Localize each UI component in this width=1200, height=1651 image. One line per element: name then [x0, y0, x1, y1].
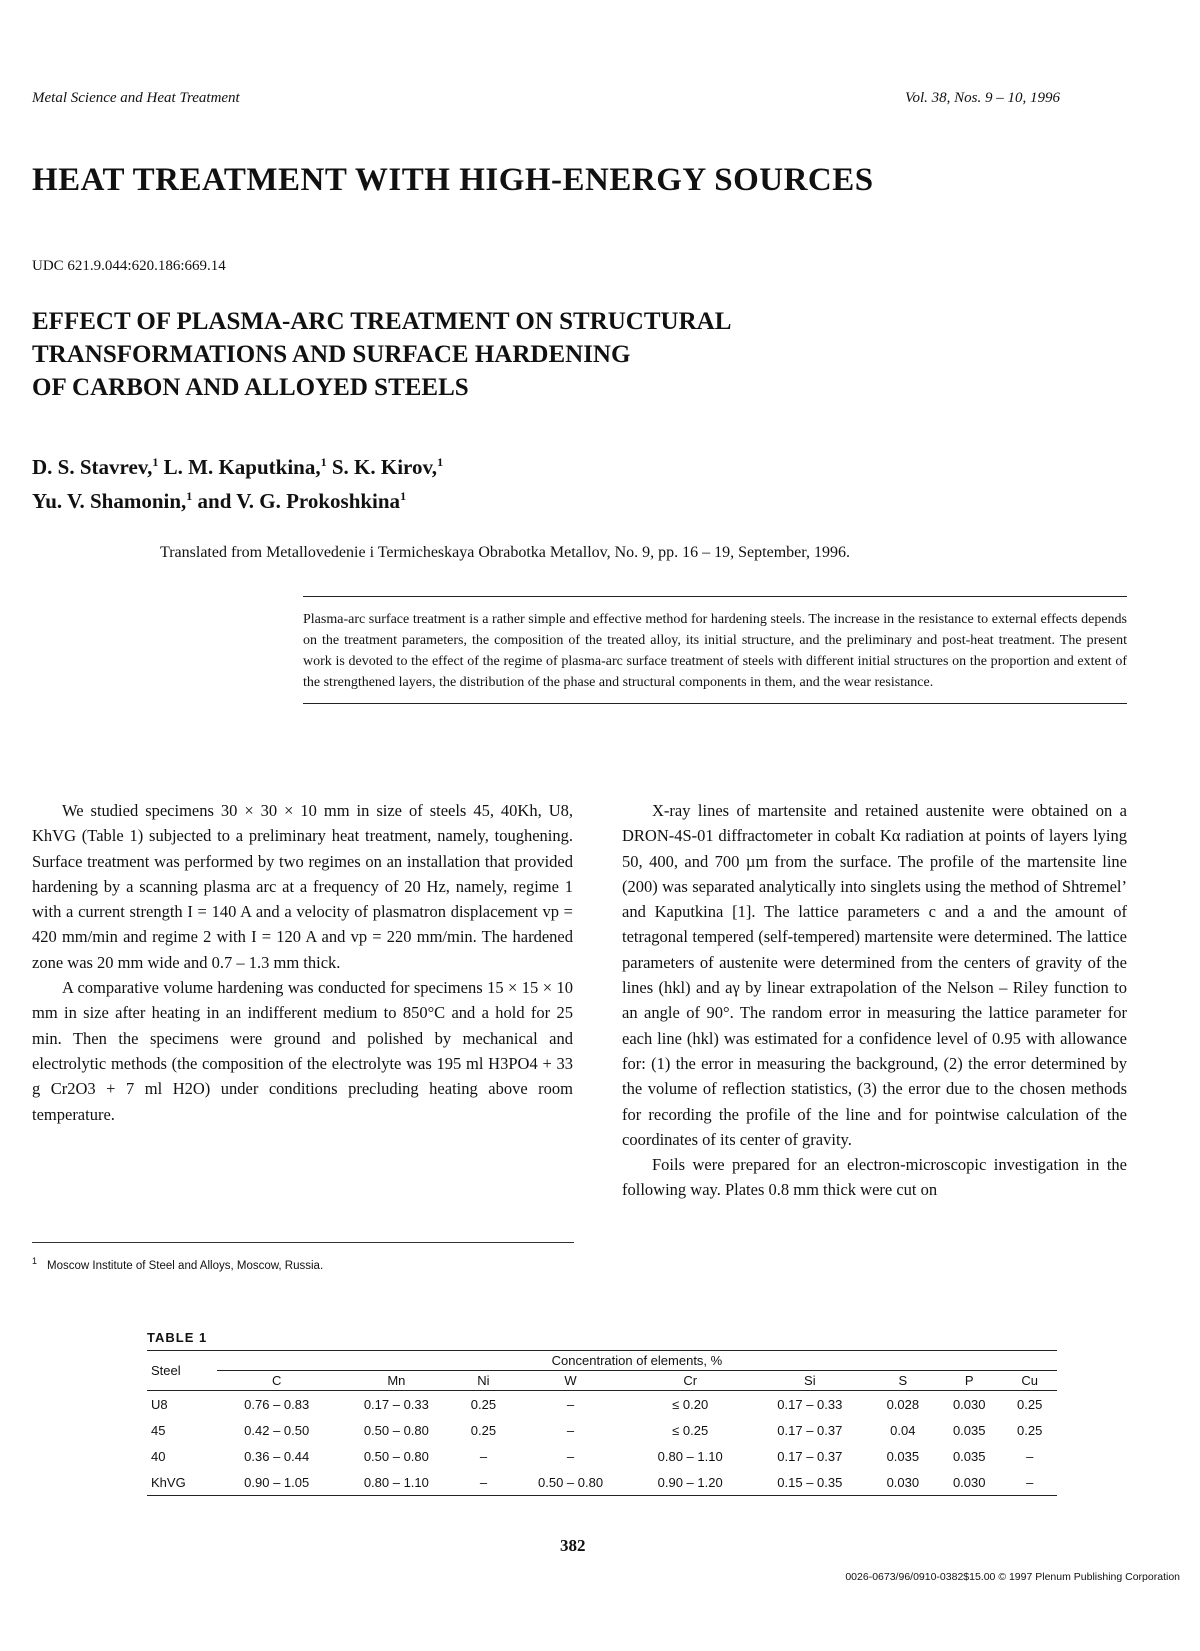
table-cell: 0.035	[952, 1448, 986, 1464]
table-row	[147, 1391, 1057, 1418]
table-row	[147, 1417, 1057, 1443]
body-paragraph: X-ray lines of martensite and retained austenite were obtained on a DRON-4S-01 diffractometer in cobalt Kα radiation at points of layers lying 50, 400, and 700 µm from the surface. The profile of the martensite line (200) was separated analytically into singlets using the method of Shtremel’ and Kaputkina [1]. The lattice parameters c and a and the amount of tetragonal tempered (self-tempered) martensite were determined. The lattice parameters of austenite were determined from the centers of gravity of the lines (hkl) and aγ by linear extrapolation of the Nelson – Riley function to an angle of 90°. The random error in measuring the lattice parameter for each line (hkl) was estimated for a confidence level of 0.95 with allowance for: (1) the error in measuring the background, (2) the error determined by the volume of reflection statistics, (3) the error due to the chosen methods for recording the profile of the line and for pointwise calculation of the coordinates of its center of gravity.	[622, 801, 1127, 1149]
paper-title	[32, 305, 1032, 404]
body-column-left	[32, 798, 573, 1127]
table-cell: 0.50 – 0.80	[511, 1469, 631, 1496]
author-name: and V. G. Prokoshkina	[192, 489, 401, 513]
translation-note: Translated from Metallovedenie i Termicheskaya Obrabotka Metallov, No. 9, pp. 16 – 19, September, 1996.	[160, 544, 850, 561]
table-cell: –	[566, 1448, 575, 1464]
table-label: TABLE 1	[147, 1330, 208, 1345]
table-cell: ≤ 0.20	[672, 1396, 709, 1412]
table-cell: ≤ 0.25	[672, 1422, 709, 1438]
table-cell: 0.035	[952, 1422, 986, 1438]
table-column-header: S	[870, 1371, 936, 1391]
author-name: D. S. Stavrev,	[32, 455, 153, 479]
author-list	[32, 448, 443, 516]
footnote-text: Moscow Institute of Steel and Alloys, Moscow, Russia.	[47, 1259, 324, 1272]
affiliation-mark: 1	[320, 455, 327, 469]
table-cell: –	[566, 1396, 575, 1412]
table-header-group: Concentration of elements, %	[217, 1351, 1057, 1371]
table-cell: –	[1026, 1448, 1034, 1464]
footnote	[32, 1256, 323, 1272]
table-cell: 0.80 – 1.10	[337, 1469, 457, 1496]
udc-code: UDC 621.9.044:620.186:669.14	[32, 258, 226, 274]
table-cell: 0.80 – 1.10	[657, 1448, 723, 1464]
table-cell: –	[479, 1448, 488, 1464]
table-cell: 0.15 – 0.35	[750, 1469, 870, 1496]
table-cell: 0.36 – 0.44	[244, 1448, 310, 1464]
table-cell: 0.030	[936, 1469, 1002, 1496]
table-column-header: Si	[750, 1371, 870, 1391]
table-cell: 0.17 – 0.37	[777, 1422, 843, 1438]
page-number: 382	[560, 1536, 586, 1555]
author-name: S. K. Kirov,	[326, 455, 438, 479]
table-cell: 0.25	[470, 1422, 497, 1438]
table-cell: 45	[151, 1422, 166, 1438]
title-line: TRANSFORMATIONS AND SURFACE HARDENING	[32, 341, 631, 368]
table-column-header: W	[511, 1371, 631, 1391]
journal-name: Metal Science and Heat Treatment	[32, 90, 240, 106]
section-title: HEAT TREATMENT WITH HIGH-ENERGY SOURCES	[32, 162, 874, 198]
table-cell: –	[566, 1422, 575, 1438]
table-cell: 0.50 – 0.80	[363, 1422, 429, 1438]
table-cell: –	[456, 1469, 511, 1496]
table-cell: 0.17 – 0.33	[363, 1396, 429, 1412]
table-cell: 0.25	[470, 1396, 497, 1412]
title-line: OF CARBON AND ALLOYED STEELS	[32, 374, 469, 401]
table-cell: 0.17 – 0.37	[777, 1448, 843, 1464]
abstract: Plasma-arc surface treatment is a rather simple and effective method for hardening steels. The increase in the resistance to external effects depends on the treatment parameters, the composition of the treated alloy, its initial structure, and the preliminary and post-heat treatment. The present work is devoted to the effect of the regime of plasma-arc surface treatment of steels with different initial structures on the proportion and extent of the strengthened layers, the distribution of the phase and structural components in them, and the wear resistance.	[303, 596, 1127, 704]
table-cell: U8	[151, 1396, 168, 1412]
affiliation-mark: 1	[437, 455, 444, 469]
author-name: Yu. V. Shamonin,	[32, 489, 187, 513]
table-column-header: Cu	[1002, 1371, 1057, 1391]
table-column-header: Ni	[456, 1371, 511, 1391]
title-line: EFFECT OF PLASMA-ARC TREATMENT ON STRUCTURAL	[32, 308, 732, 335]
author-line	[32, 482, 443, 516]
author-name: L. M. Kaputkina,	[158, 455, 321, 479]
table-cell: KhVG	[147, 1469, 217, 1496]
author-line	[32, 448, 443, 482]
table-column-header: Mn	[337, 1371, 457, 1391]
affiliation-mark: 1	[152, 455, 159, 469]
table-column-header: C	[217, 1371, 337, 1391]
table-column-header: P	[936, 1371, 1002, 1391]
affiliation-mark: 1	[186, 489, 193, 503]
table-cell: 0.90 – 1.05	[217, 1469, 337, 1496]
table-cell: 0.04	[890, 1422, 916, 1438]
table-cell: 0.25	[1017, 1422, 1043, 1438]
table-cell: 0.76 – 0.83	[244, 1396, 310, 1412]
footnote-mark: 1	[32, 1256, 38, 1266]
body-paragraph: We studied specimens 30 × 30 × 10 mm in size of steels 45, 40Kh, U8, KhVG (Table 1) subjected to a preliminary heat treatment, namely, toughening. Surface treatment was performed by two regimes on an installation that provided hardening by a scanning plasma arc at a frequency of 20 Hz, namely, regime 1 with a current strength I = 140 A and a velocity of plasmatron displacement vp = 420 mm/min and regime 2 with I = 120 A and vp = 220 mm/min. The hardened zone was 20 mm wide and 0.7 – 1.3 mm thick.	[32, 801, 573, 972]
volume-info: Vol. 38, Nos. 9 – 10, 1996	[904, 90, 1060, 106]
table-cell: 0.42 – 0.50	[244, 1422, 310, 1438]
body-paragraph: Foils were prepared for an electron-microscopic investigation in the following way. Plates 0.8 mm thick were cut on	[622, 1155, 1127, 1200]
footnote-rule	[32, 1242, 574, 1243]
table-row	[147, 1443, 1057, 1469]
table-cell: 0.25	[1017, 1396, 1043, 1412]
table-cell: 0.028	[886, 1396, 920, 1412]
table-cell: 0.50 – 0.80	[363, 1448, 429, 1464]
table-cell: 0.035	[886, 1448, 920, 1464]
table-cell: 0.030	[870, 1469, 936, 1496]
body-paragraph: A comparative volume hardening was conducted for specimens 15 × 15 × 10 mm in size after heating in an indifferent medium to 850°C and a hold for 25 min. Then the specimens were ground and polished by mechanical and electrolytic methods (the composition of the electrolyte was 195 ml H3PO4 + 33 g Cr2O3 + 7 ml H2O) under conditions precluding heating above room temperature.	[32, 978, 573, 1124]
table-cell: 0.90 – 1.20	[630, 1469, 750, 1496]
table-cell: 0.17 – 0.33	[777, 1396, 843, 1412]
table-cell: –	[1002, 1469, 1057, 1496]
composition-table	[147, 1350, 1057, 1496]
table-header-steel: Steel	[147, 1351, 217, 1391]
affiliation-mark: 1	[400, 489, 407, 503]
table-row	[147, 1469, 1057, 1496]
body-column-right	[622, 798, 1127, 1203]
table-cell: 0.030	[952, 1396, 986, 1412]
table-column-header: Cr	[630, 1371, 750, 1391]
copyright-line: 0026-0673/96/0910-0382$15.00 © 1997 Plenum Publishing Corporation	[845, 1571, 1180, 1583]
table-cell: 40	[151, 1448, 166, 1464]
